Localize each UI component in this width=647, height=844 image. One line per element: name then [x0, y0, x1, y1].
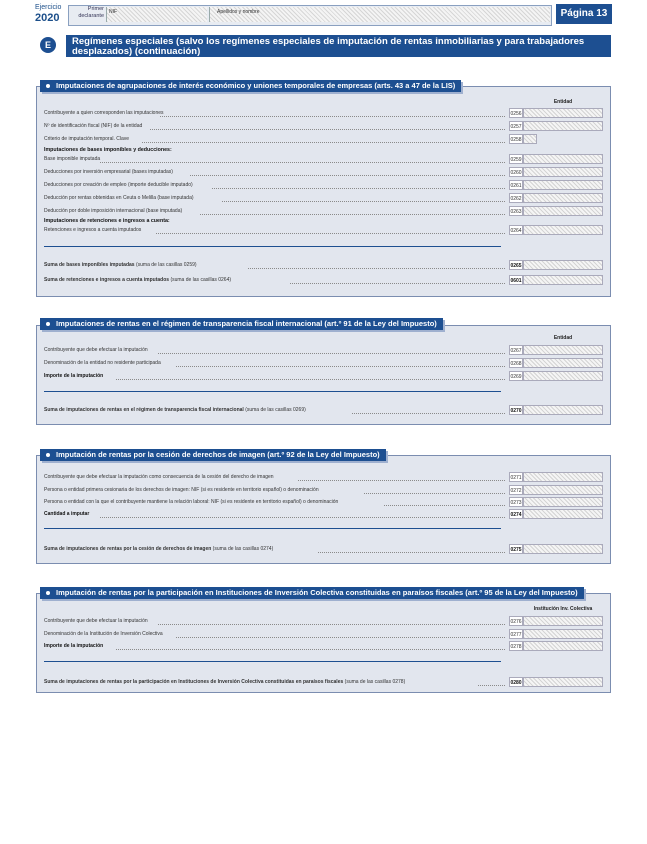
casilla-0264-field[interactable]: [523, 225, 603, 235]
col-header-entidad: Entidad: [553, 99, 573, 105]
row-label: Criterio de imputación temporal. Clave: [44, 136, 130, 142]
casilla-code: 0263: [509, 206, 523, 216]
row-label: Deducción por rentas obtenidas en Ceuta o Melilla (base imputada): [44, 195, 194, 201]
col-header-entidad: Entidad: [553, 335, 573, 341]
casilla-code: 0267: [509, 345, 523, 355]
casilla-0278-field[interactable]: [523, 641, 603, 651]
sum-note: (suma de las casillas 0269): [245, 407, 306, 413]
sum-label: Suma de bases imponibles imputadas: [44, 262, 135, 268]
casilla-code: 0271: [509, 472, 523, 482]
leader-dots: [116, 379, 505, 380]
casilla-code: 0262: [509, 193, 523, 203]
sum-note: (suma de las casillas 0259): [135, 262, 197, 268]
row-label: Contribuyente a quien corresponden las imputaciones: [44, 110, 164, 116]
casilla-code: 0272: [509, 485, 523, 495]
row-label: Nº de identificación fiscal (NIF) de la entidad: [44, 123, 143, 129]
casilla-code: 0601: [509, 275, 523, 285]
subheading-retenciones: Imputaciones de retenciones e ingresos a cuenta:: [44, 218, 170, 224]
casilla-code: 0256: [509, 108, 523, 118]
panel-derechos-imagen-title: [40, 449, 386, 461]
row-label: Deducciones por inversión empresarial (bases imputadas): [44, 169, 173, 175]
casilla-code: 0270: [509, 405, 523, 415]
leader-dots: [158, 624, 505, 625]
row-label: Persona o entidad con la que el contribuyente mantiene la relación laboral: NIF (si es residente en territorio español) o denominación: [44, 499, 339, 505]
casilla-0263-field[interactable]: [523, 206, 603, 216]
leader-dots: [116, 649, 505, 650]
casilla-code: 0273: [509, 497, 523, 507]
leader-dots: [156, 233, 505, 234]
leader-dots: [212, 188, 505, 189]
panel-transparencia-title-text: Imputaciones de rentas en el régimen de transparencia fiscal internacional (art.º 91 de la Ley del Impuesto): [56, 319, 437, 328]
casilla-code: 0268: [509, 358, 523, 368]
sum-row-transparencia: [44, 407, 306, 413]
panel-derechos-imagen-title-text: Imputación de rentas por la cesión de derechos de imagen (art.º 92 de la Ley del Impuesto): [56, 450, 380, 459]
casilla-code: 0275: [509, 544, 523, 554]
row-label: Deducciones por creación de empleo (importe deducible imputado): [44, 182, 193, 188]
leader-dots: [478, 685, 505, 686]
leader-dots: [176, 366, 505, 367]
casilla-0265-field[interactable]: [523, 260, 603, 270]
casilla-0268-field[interactable]: [523, 358, 603, 368]
panel-iic-paraisos-title: [40, 587, 584, 599]
subheading-bases: Imputaciones de bases imponibles y deducciones:: [44, 147, 172, 153]
sum-label: Suma de imputaciones de rentas por la participación en Instituciones de Inversión Colectiva constituidas en paraísos fiscales: [44, 679, 344, 685]
separator-line: [44, 661, 501, 662]
panel-agrupaciones-title-text: Imputaciones de agrupaciones de interés económico y uniones temporales de empresas (arts. 43 a 47 de la LIS): [56, 81, 456, 90]
sum-note: (suma de las casillas 0264): [170, 277, 232, 283]
casilla-code: 0278: [509, 641, 523, 651]
casilla-0271-field[interactable]: [523, 472, 603, 482]
leader-dots: [176, 637, 505, 638]
primer-declarante-label: Primer declarante: [78, 6, 104, 19]
leader-dots: [100, 517, 505, 518]
casilla-0257-field[interactable]: [523, 121, 603, 131]
leader-dots: [318, 552, 505, 553]
casilla-0273-field[interactable]: [523, 497, 603, 507]
section-letter-badge: E: [40, 37, 56, 53]
casilla-0267-field[interactable]: [523, 345, 603, 355]
casilla-0259-field[interactable]: [523, 154, 603, 164]
sum-row-retenciones: [44, 277, 231, 283]
casilla-0261-field[interactable]: [523, 180, 603, 190]
panel-iic-paraisos-title-text: Imputación de rentas por la participación en Instituciones de Inversión Colectiva constituidas en paraísos fiscales (art.º 95 de la Ley del Impuesto): [56, 588, 578, 597]
panel-transparencia-title: [40, 318, 443, 330]
casilla-0275-field[interactable]: [523, 544, 603, 554]
casilla-code: 0258: [509, 134, 523, 144]
col-header-institucion: Institución Inv. Colectiva: [533, 606, 593, 612]
casilla-code: 0277: [509, 629, 523, 639]
bullet-icon: [46, 322, 50, 326]
casilla-code: 0265: [509, 260, 523, 270]
casilla-code: 0260: [509, 167, 523, 177]
row-label: Importe de la imputación: [44, 643, 104, 649]
row-label: Denominación de la Institución de Inversión Colectiva: [44, 631, 163, 637]
separator-line: [44, 391, 501, 392]
casilla-0276-field[interactable]: [523, 616, 603, 626]
apellidos-label: Apellidos y nombre: [217, 9, 260, 15]
sum-row-bases: [44, 262, 197, 268]
casilla-code: 0257: [509, 121, 523, 131]
leader-dots: [100, 162, 505, 163]
separator-line: [44, 528, 501, 529]
casilla-0256-field[interactable]: [523, 108, 603, 118]
casilla-0277-field[interactable]: [523, 629, 603, 639]
year: 2020: [35, 12, 60, 24]
casilla-0260-field[interactable]: [523, 167, 603, 177]
leader-dots: [200, 214, 505, 215]
leader-dots: [384, 505, 505, 506]
casilla-0280-field[interactable]: [523, 677, 603, 687]
sum-row-derechos-imagen: [44, 546, 273, 552]
row-label: Importe de la imputación: [44, 373, 104, 379]
casilla-0258-field[interactable]: [523, 134, 537, 144]
page-number: Página 13: [556, 4, 612, 24]
row-label: Contribuyente que debe efectuar la imputación: [44, 347, 148, 353]
ejercicio-label: Ejercicio: [35, 4, 62, 11]
row-label: Deducción por doble imposición internacional (base imputada): [44, 208, 183, 214]
casilla-code: 0264: [509, 225, 523, 235]
casilla-code: 0276: [509, 616, 523, 626]
leader-dots: [352, 413, 505, 414]
row-label: Persona o entidad primera cesionaria de los derechos de imagen: NIF (si es residente en territorio español) o denominación: [44, 487, 319, 493]
casilla-0274-field[interactable]: [523, 509, 603, 519]
leader-dots: [248, 268, 505, 269]
casilla-code: 0269: [509, 371, 523, 381]
leader-dots: [142, 142, 505, 143]
leader-dots: [222, 201, 505, 202]
panel-agrupaciones-title: [40, 80, 461, 92]
casilla-code: 0261: [509, 180, 523, 190]
apellidos-field[interactable]: [209, 7, 550, 22]
leader-dots: [150, 129, 505, 130]
casilla-code: 0274: [509, 509, 523, 519]
row-label: Retenciones e ingresos a cuenta imputados: [44, 227, 142, 233]
leader-dots: [364, 493, 505, 494]
row-label: Denominación de la entidad no residente participada: [44, 360, 161, 366]
bullet-icon: [46, 591, 50, 595]
sum-note: (suma de las casillas 0274): [212, 546, 274, 552]
row-label: Contribuyente que debe efectuar la imputación como consecuencia de la cesión del derecho de imagen: [44, 474, 274, 480]
casilla-code: 0259: [509, 154, 523, 164]
leader-dots: [190, 175, 505, 176]
sum-label: Suma de retenciones e ingresos a cuenta imputados: [44, 277, 170, 283]
bullet-icon: [46, 84, 50, 88]
leader-dots: [160, 116, 505, 117]
row-label: Contribuyente que debe efectuar la imputación: [44, 618, 148, 624]
casilla-0262-field[interactable]: [523, 193, 603, 203]
row-label: Cantidad a imputar: [44, 511, 90, 517]
sum-label: Suma de imputaciones de rentas por la cesión de derechos de imagen: [44, 546, 212, 552]
leader-dots: [290, 283, 505, 284]
casilla-0601-field[interactable]: [523, 275, 603, 285]
section-title: Regímenes especiales (salvo los regímenes especiales de imputación de rentas inmobiliarias y para trabajadores desplazados) (continuación): [66, 35, 611, 57]
casilla-code: 0280: [509, 677, 523, 687]
sum-label: Suma de imputaciones de rentas en el régimen de transparencia fiscal internacional: [44, 407, 244, 413]
leader-dots: [158, 353, 505, 354]
nif-label: NIF: [109, 9, 118, 15]
separator-line: [44, 246, 501, 247]
casilla-0269-field[interactable]: [523, 371, 603, 381]
sum-note: (suma de las casillas 0278): [344, 679, 406, 685]
bullet-icon: [46, 453, 50, 457]
nif-field[interactable]: [106, 7, 207, 22]
casilla-0272-field[interactable]: [523, 485, 603, 495]
leader-dots: [298, 480, 505, 481]
sum-row-iic: [44, 679, 405, 685]
casilla-0270-field[interactable]: [523, 405, 603, 415]
row-label: Base imponible imputada: [44, 156, 101, 162]
